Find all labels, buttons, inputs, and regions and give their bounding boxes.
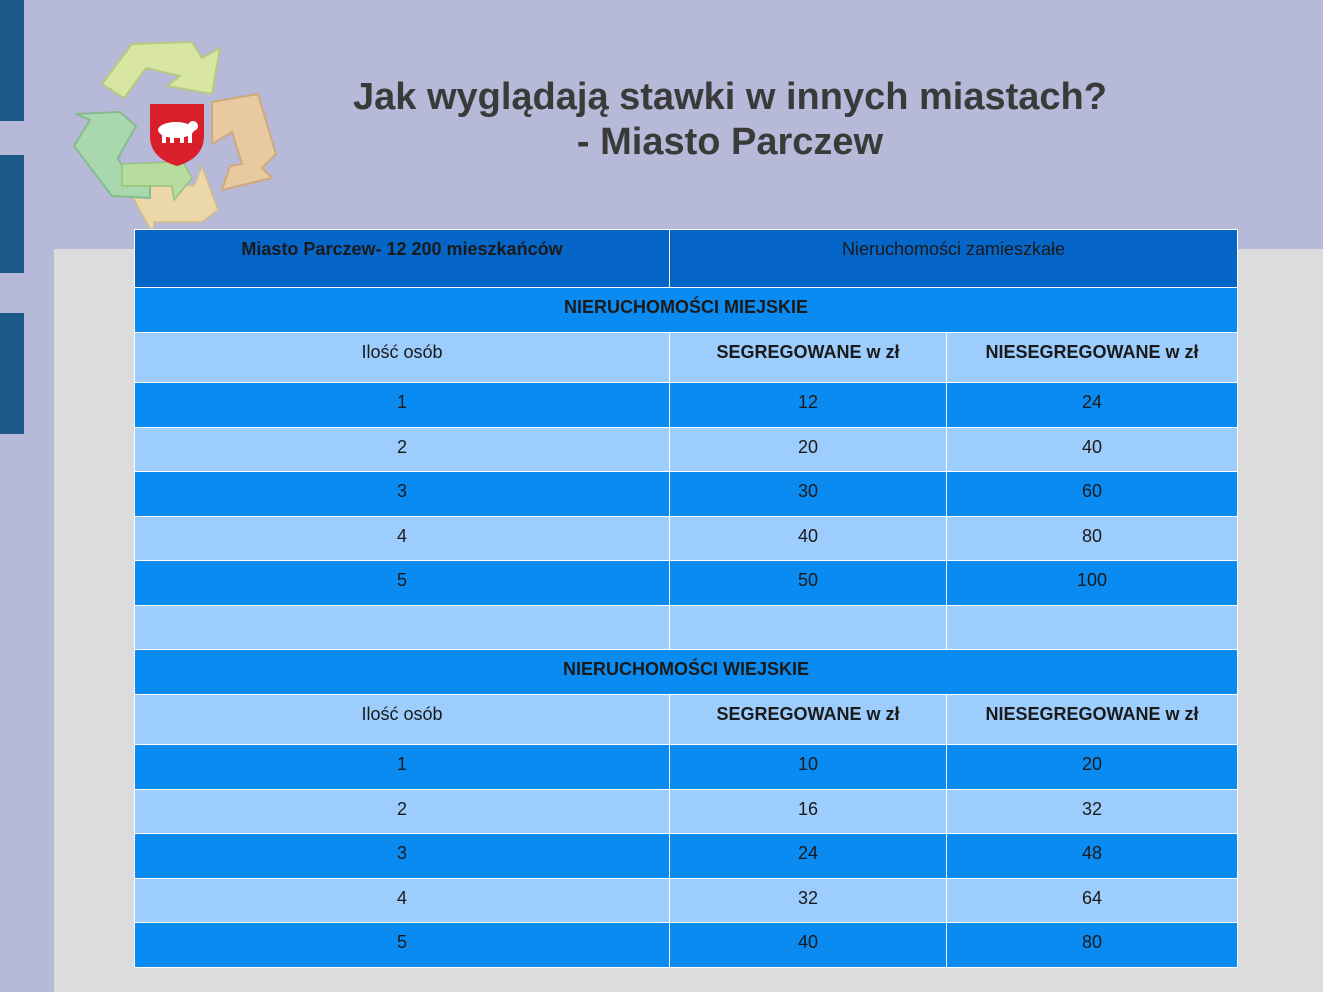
table-cell: 40 — [670, 517, 947, 561]
recycling-logo-icon — [62, 36, 280, 228]
title-line-1: Jak wyglądają stawki w innych miastach? — [353, 76, 1107, 118]
table-cell: 4 — [135, 517, 670, 561]
column-header: SEGREGOWANE w zł — [670, 333, 947, 383]
table-row — [135, 834, 1238, 879]
table-cell: 64 — [947, 879, 1238, 923]
table-row — [135, 790, 1238, 834]
header-city-cell: Miasto Parczew- 12 200 mieszkańców — [135, 230, 670, 288]
table-cell: 12 — [670, 383, 947, 428]
header-category-cell: Nieruchomości zamieszkałe — [670, 230, 1238, 288]
table-row — [135, 517, 1238, 561]
table-row — [135, 561, 1238, 606]
table-cell: 60 — [947, 472, 1238, 517]
table-cell: 16 — [670, 790, 947, 834]
table-cell: 32 — [670, 879, 947, 923]
section-title: NIERUCHOMOŚCI MIEJSKIE — [135, 288, 1238, 333]
table-row — [135, 428, 1238, 472]
table-cell: 32 — [947, 790, 1238, 834]
table-cell: 10 — [670, 745, 947, 790]
table-cell: 5 — [135, 561, 670, 606]
column-header: NIESEGREGOWANE w zł — [947, 695, 1238, 745]
section-title-row — [135, 650, 1238, 695]
table-cell: 30 — [670, 472, 947, 517]
table-header-row — [135, 230, 1238, 288]
column-header: SEGREGOWANE w zł — [670, 695, 947, 745]
table-cell: 40 — [670, 923, 947, 968]
table-cell — [135, 606, 670, 650]
table-cell: 3 — [135, 472, 670, 517]
table-cell: 24 — [947, 383, 1238, 428]
section-title-row — [135, 288, 1238, 333]
table-cell: 50 — [670, 561, 947, 606]
column-header: NIESEGREGOWANE w zł — [947, 333, 1238, 383]
table-row-empty — [135, 606, 1238, 650]
column-header: Ilość osób — [135, 695, 670, 745]
side-accent-bar-2 — [0, 155, 24, 273]
table-row — [135, 472, 1238, 517]
table-cell: 4 — [135, 879, 670, 923]
table-cell: 3 — [135, 834, 670, 879]
table-cell: 20 — [670, 428, 947, 472]
title-line-2: - Miasto Parczew — [576, 121, 884, 163]
column-header: Ilość osób — [135, 333, 670, 383]
table-cell: 100 — [947, 561, 1238, 606]
side-accent-bar-3 — [0, 313, 24, 434]
table-cell: 24 — [670, 834, 947, 879]
table-row — [135, 923, 1238, 968]
table-cell: 20 — [947, 745, 1238, 790]
side-accent-bar-1 — [0, 0, 24, 121]
table-cell: 80 — [947, 923, 1238, 968]
table-row — [135, 383, 1238, 428]
table-cell: 1 — [135, 745, 670, 790]
rates-table — [134, 229, 1238, 968]
table-row — [135, 745, 1238, 790]
table-cell — [670, 606, 947, 650]
table-cell: 2 — [135, 428, 670, 472]
section-title: NIERUCHOMOŚCI WIEJSKIE — [135, 650, 1238, 695]
table-cell: 2 — [135, 790, 670, 834]
column-header-row — [135, 695, 1238, 745]
table-cell — [947, 606, 1238, 650]
table-row — [135, 879, 1238, 923]
table-cell: 48 — [947, 834, 1238, 879]
table-cell: 5 — [135, 923, 670, 968]
slide-title — [290, 75, 1170, 165]
table-cell: 40 — [947, 428, 1238, 472]
column-header-row — [135, 333, 1238, 383]
table-cell: 80 — [947, 517, 1238, 561]
table-cell: 1 — [135, 383, 670, 428]
